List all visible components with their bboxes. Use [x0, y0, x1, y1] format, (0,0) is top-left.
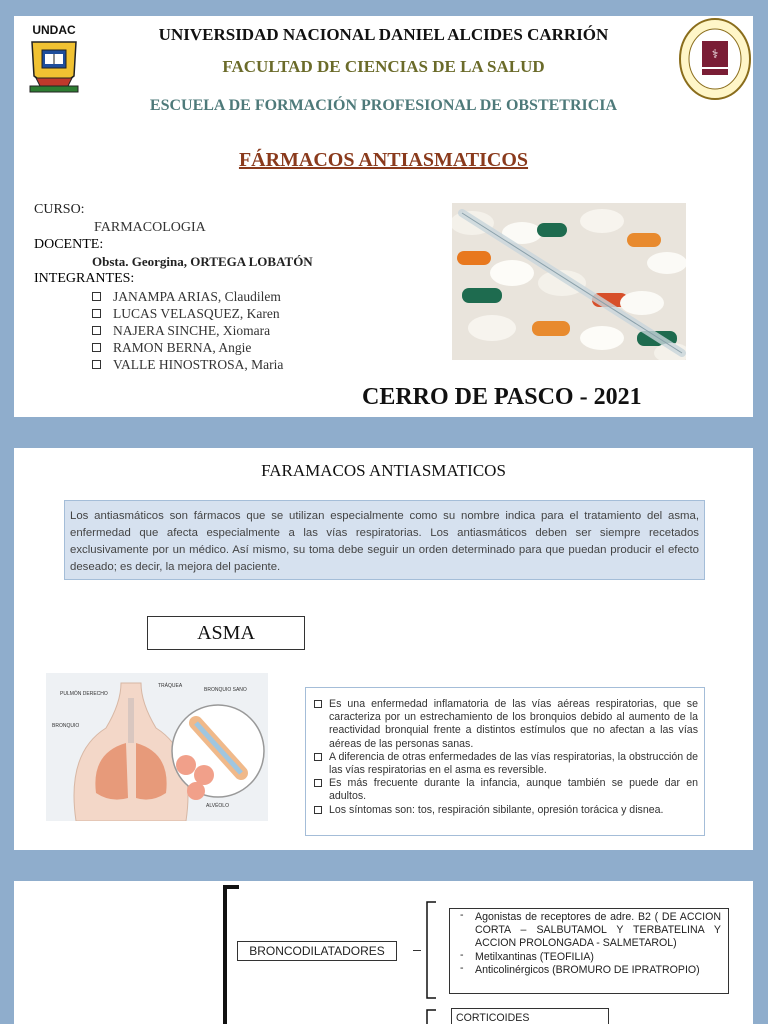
lungs-diagram [46, 673, 268, 821]
corticoides-brace [424, 1008, 438, 1024]
label-traquea: TRÁQUEA [158, 683, 183, 689]
checkbox-icon [92, 309, 101, 318]
fact-text: A diferencia de otras enfermedades de las vías respiratorias, la obstrucción de las vías respiratorias en el asma es reversible. [329, 750, 698, 777]
drugs-brace [424, 900, 438, 1000]
member-name: JANAMPA ARIAS, Claudilem [113, 289, 281, 304]
member-name: NAJERA SINCHE, Xiomara [113, 323, 271, 338]
svg-text:⚕: ⚕ [711, 47, 719, 61]
list-item [92, 322, 283, 339]
docente-label: DOCENTE: [34, 237, 104, 252]
presentation-title [14, 149, 753, 172]
pills-photo [452, 203, 686, 360]
fact-text: Es más frecuente durante la infancia, aunque también se puede dar en adultos. [329, 777, 698, 803]
city-year: CERRO DE PASCO - 2021 [362, 384, 642, 410]
list-item [312, 698, 698, 751]
member-name: RAMON BERNA, Angie [113, 340, 252, 355]
list-item [312, 751, 698, 777]
checkbox-icon [314, 779, 322, 787]
classification-slide [14, 881, 753, 1024]
checkbox-icon [314, 753, 322, 761]
connector-line [413, 950, 421, 951]
list-item [92, 305, 283, 322]
corticoides-box: CORTICOIDES [451, 1008, 609, 1024]
list-item: - Anticolinérgicos (BROMURO DE IPRATROPIO) [457, 964, 721, 977]
fact-text: Es una enfermedad inflamatoria de las vías aéreas respiratorias, que se caracteriza por un estrechamiento de los bronquios debido al aumento de la reactividad bronquial frente a distintos estímulos que no afectan a las vías aéreas de las personas sanas. [329, 698, 698, 750]
integrantes-label: INTEGRANTES: [34, 271, 135, 286]
checkbox-icon [92, 360, 101, 369]
label-bronquio-sano: BRONQUIO SANO [204, 687, 247, 693]
checkbox-icon [92, 326, 101, 335]
checkbox-icon [314, 700, 322, 708]
member-name: LUCAS VELASQUEZ, Karen [113, 306, 280, 321]
svg-text:UNDAC: UNDAC [32, 23, 76, 37]
label-bronquio: BRONQUIO [52, 723, 80, 729]
asma-slide [14, 448, 753, 850]
integrantes-list [92, 288, 283, 373]
label-alveolo: ALVÉOLO [206, 803, 229, 809]
checkbox-icon [314, 806, 322, 814]
slide-title: FARAMACOS ANTIASMATICOS [261, 461, 506, 480]
list-item [92, 339, 283, 356]
drugs-list-box [449, 908, 729, 994]
broncodilatadores-box: BRONCODILATADORES [237, 941, 397, 961]
curso-value: FARMACOLOGIA [94, 220, 206, 235]
list-item: - Metilxantinas (TEOFILIA) [457, 951, 721, 964]
curso-label: CURSO: [34, 202, 85, 217]
list-item [92, 288, 283, 305]
list-item [312, 804, 698, 817]
intro-paragraph: Los antiasmáticos son fármacos que se utilizan especialmente como su nombre indica para el tratamiento del asma, enfermedad que afecta especialmente a las vías respiratorias. Los antiasmáticos deben ser siempre recetados exclusivamente por un médico. Así mismo, su toma debe seguir un orden determinado para que puedan producir el efecto deseado; es decir, la mejora del paciente. [64, 500, 705, 580]
faculty-name: FACULTAD DE CIENCIAS DE LA SALUD [222, 57, 545, 76]
docente-value: Obsta. Georgina, ORTEGA LOBATÓN [92, 254, 313, 269]
asma-facts-box [305, 687, 705, 836]
title-text: FÁRMACOS ANTIASMATICOS [238, 149, 529, 171]
member-name: VALLE HINOSTROSA, Maria [113, 357, 284, 372]
fact-text: Los síntomas son: tos, respiración sibilante, opresión torácica y disnea. [329, 803, 664, 816]
title-slide [14, 16, 753, 417]
school-name: ESCUELA DE FORMACIÓN PROFESIONAL DE OBSTETRICIA [149, 97, 618, 114]
asma-heading: ASMA [147, 616, 305, 650]
label-pulmon: PULMÓN DERECHO [60, 691, 108, 697]
checkbox-icon [92, 292, 101, 301]
checkbox-icon [92, 343, 101, 352]
list-item [92, 356, 283, 373]
university-name: UNIVERSIDAD NACIONAL DANIEL ALCIDES CARRIÓN [158, 25, 609, 44]
list-item: - Agonistas de receptores de adre. B2 ( DE ACCION CORTA – SALBUTAMOL Y TERBATELINA Y ACCION PROLONGADA - SALMETAROL) [457, 911, 721, 951]
list-item [312, 777, 698, 803]
